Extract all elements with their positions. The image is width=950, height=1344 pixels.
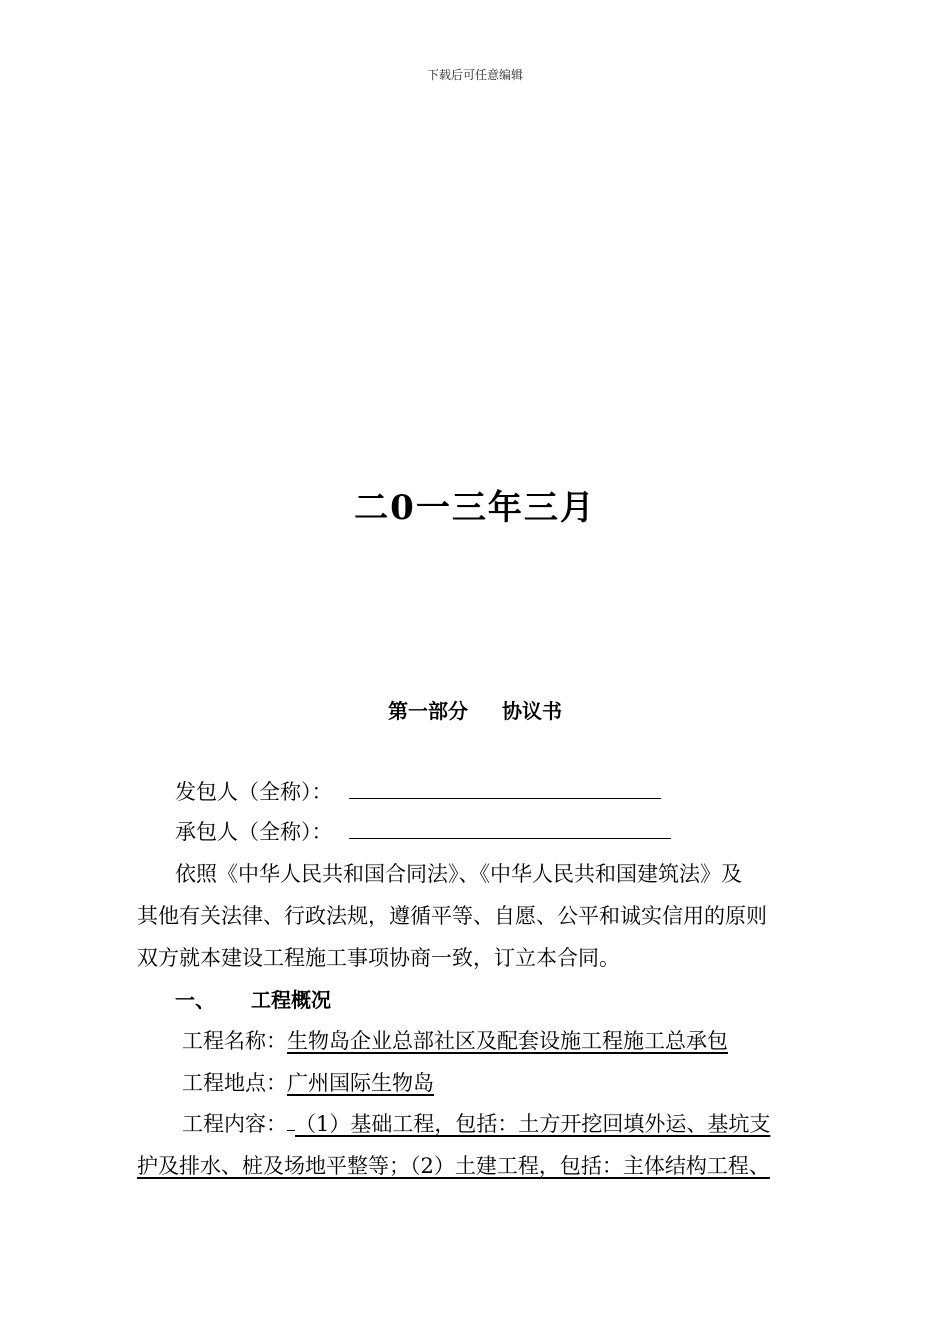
project-content-line: [182, 1110, 770, 1138]
date-title: 二0一三年三月: [354, 488, 596, 528]
project-content-label: 工程内容：: [182, 1112, 287, 1136]
part-name: 协议书: [502, 699, 562, 723]
project-name-value: 生物岛企业总部社区及配套设施工程施工总承包: [287, 1029, 728, 1053]
part-number: 第一部分: [388, 699, 468, 723]
preamble-line-1: 依照《中华人民共和国合同法》、《中华人民共和国建筑法》及: [175, 862, 742, 886]
project-content-value-2: 护及排水、桩及场地平整等；（2）土建工程，包括：主体结构工程、: [137, 1154, 770, 1178]
part-title: [0, 695, 950, 724]
project-location-line: [182, 1069, 434, 1097]
contractor-blank: [349, 818, 671, 839]
project-name-line: [182, 1027, 728, 1055]
header-note: 下载后可任意编辑: [426, 68, 523, 82]
project-location-value: 广州国际生物岛: [287, 1071, 434, 1095]
employer-blank: [349, 778, 661, 799]
section-heading: [175, 986, 331, 1014]
project-name-label: 工程名称：: [182, 1029, 287, 1053]
content-lead-underline: [287, 1110, 295, 1131]
section-number: 一、: [175, 988, 215, 1012]
section-title: 工程概况: [251, 988, 331, 1012]
contractor-line: [175, 818, 671, 846]
contractor-label: 承包人（全称）：: [175, 820, 333, 844]
project-location-label: 工程地点：: [182, 1071, 287, 1095]
employer-label: 发包人（全称）：: [175, 780, 333, 804]
preamble-line-2: 其他有关法律、行政法规，遵循平等、自愿、公平和诚实信用的原则: [137, 904, 767, 928]
employer-line: [175, 778, 661, 806]
project-content-value-1: （1）基础工程，包括：土方开挖回填外运、基坑支: [295, 1112, 771, 1136]
preamble-line-3: 双方就本建设工程施工事项协商一致，订立本合同。: [137, 946, 620, 970]
